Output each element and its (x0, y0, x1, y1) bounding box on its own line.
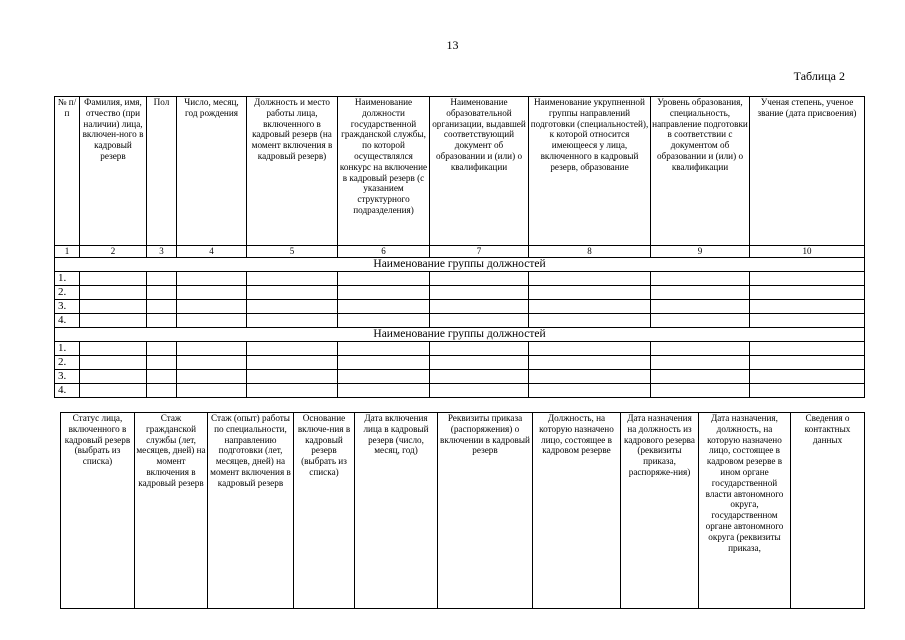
header-cell-inclusion-date: Дата включения лица в кадровый резерв (число, месяц, год) (355, 413, 438, 609)
header-cell-educational-organization: Наименование образовательной организации, выдавшей соответствующий документ об образовании и (или) о квалификации (430, 97, 529, 246)
column-number: 7 (430, 246, 529, 258)
table2-header-row (61, 413, 865, 609)
column-number: 1 (55, 246, 80, 258)
header-cell-position: Должность и место работы лица, включенного в кадровый резерв (на момент включения в кадровый резерв) (247, 97, 338, 246)
table-row (55, 272, 865, 286)
row-number: 4. (55, 384, 80, 398)
header-cell-reserve-status: Статус лица, включенного в кадровый резерв (выбрать из списка) (61, 413, 135, 609)
group-title-row (55, 328, 865, 342)
row-number: 2. (55, 356, 80, 370)
column-number: 3 (147, 246, 177, 258)
header-cell-inclusion-basis: Основание включе-ния в кадровый резерв (выбрать из списка) (294, 413, 355, 609)
table-row (55, 286, 865, 300)
header-cell-appointed-position: Должность, на которую назначено лицо, состоящее в кадровом резерве (533, 413, 621, 609)
table-row (55, 384, 865, 398)
header-cell-civil-service-tenure: Стаж гражданской службы (лет, месяцев, дней) на момент включения в кадровый резерв (135, 413, 208, 609)
header-cell-full-name: Фамилия, имя, отчество (при наличии) лица, включен-ного в кадровый резерв (80, 97, 147, 246)
row-number: 4. (55, 314, 80, 328)
column-number: 9 (651, 246, 750, 258)
header-cell-other-body-appointment: Дата назначения, должность, на которую назначено лицо, состоящее в кадровом резерве в ином органе государственной власти автономного округа, государственном органе автономного округа (реквизиты приказа, (699, 413, 791, 609)
header-cell-academic-degree: Ученая степень, ученое звание (дата присвоения) (750, 97, 865, 246)
table-row (55, 356, 865, 370)
group-title: Наименование группы должностей (55, 328, 865, 342)
row-number: 3. (55, 300, 80, 314)
row-number: 2. (55, 286, 80, 300)
header-cell-gender: Пол (147, 97, 177, 246)
row-number: 1. (55, 342, 80, 356)
row-number: 1. (55, 272, 80, 286)
header-cell-education-level: Уровень образования, специальность, направление подготовки в соответствии с документом об образовании и (или) о квалификации (651, 97, 750, 246)
header-cell-specialty-experience: Стаж (опыт) работы по специальности, направлению подготовки (лет, месяцев, дней) на момент включения в кадровый резерв (208, 413, 294, 609)
table1-header-row (55, 97, 865, 246)
header-cell-birth-date: Число, месяц, год рождения (177, 97, 247, 246)
column-number: 6 (338, 246, 430, 258)
header-cell-contact-details: Сведения о контактных данных (791, 413, 865, 609)
header-cell-appointment-date: Дата назначения на должность из кадрового резерва (реквизиты приказа, распоряже-ния) (621, 413, 699, 609)
column-number: 8 (529, 246, 651, 258)
group-title-row (55, 258, 865, 272)
table-label: Таблица 2 (793, 69, 845, 83)
column-number: 2 (80, 246, 147, 258)
header-cell-number: № п/п (55, 97, 80, 246)
column-number: 5 (247, 246, 338, 258)
table-row (55, 370, 865, 384)
column-number: 10 (750, 246, 865, 258)
header-cell-specialty-group: Наименование укрупненной группы направлений подготовки (специальностей), к которой относится имеющееся у лица, включенного в кадровый резерв, образование (529, 97, 651, 246)
page-number: 13 (446, 38, 459, 52)
column-numbers-row (55, 246, 865, 258)
header-cell-order-details: Реквизиты приказа (распоряжения) о включении в кадровый резерв (438, 413, 533, 609)
table-row (55, 342, 865, 356)
reserve-status-table (60, 412, 865, 609)
table-row (55, 314, 865, 328)
group-title: Наименование группы должностей (55, 258, 865, 272)
row-number: 3. (55, 370, 80, 384)
reserve-table (54, 96, 865, 398)
table-row (55, 300, 865, 314)
column-number: 4 (177, 246, 247, 258)
header-cell-civil-service-position: Наименование должности государственной гражданской службы, по которой осуществлялся конкурс на включение в кадровый резерв (с указанием структурного подразделения) (338, 97, 430, 246)
